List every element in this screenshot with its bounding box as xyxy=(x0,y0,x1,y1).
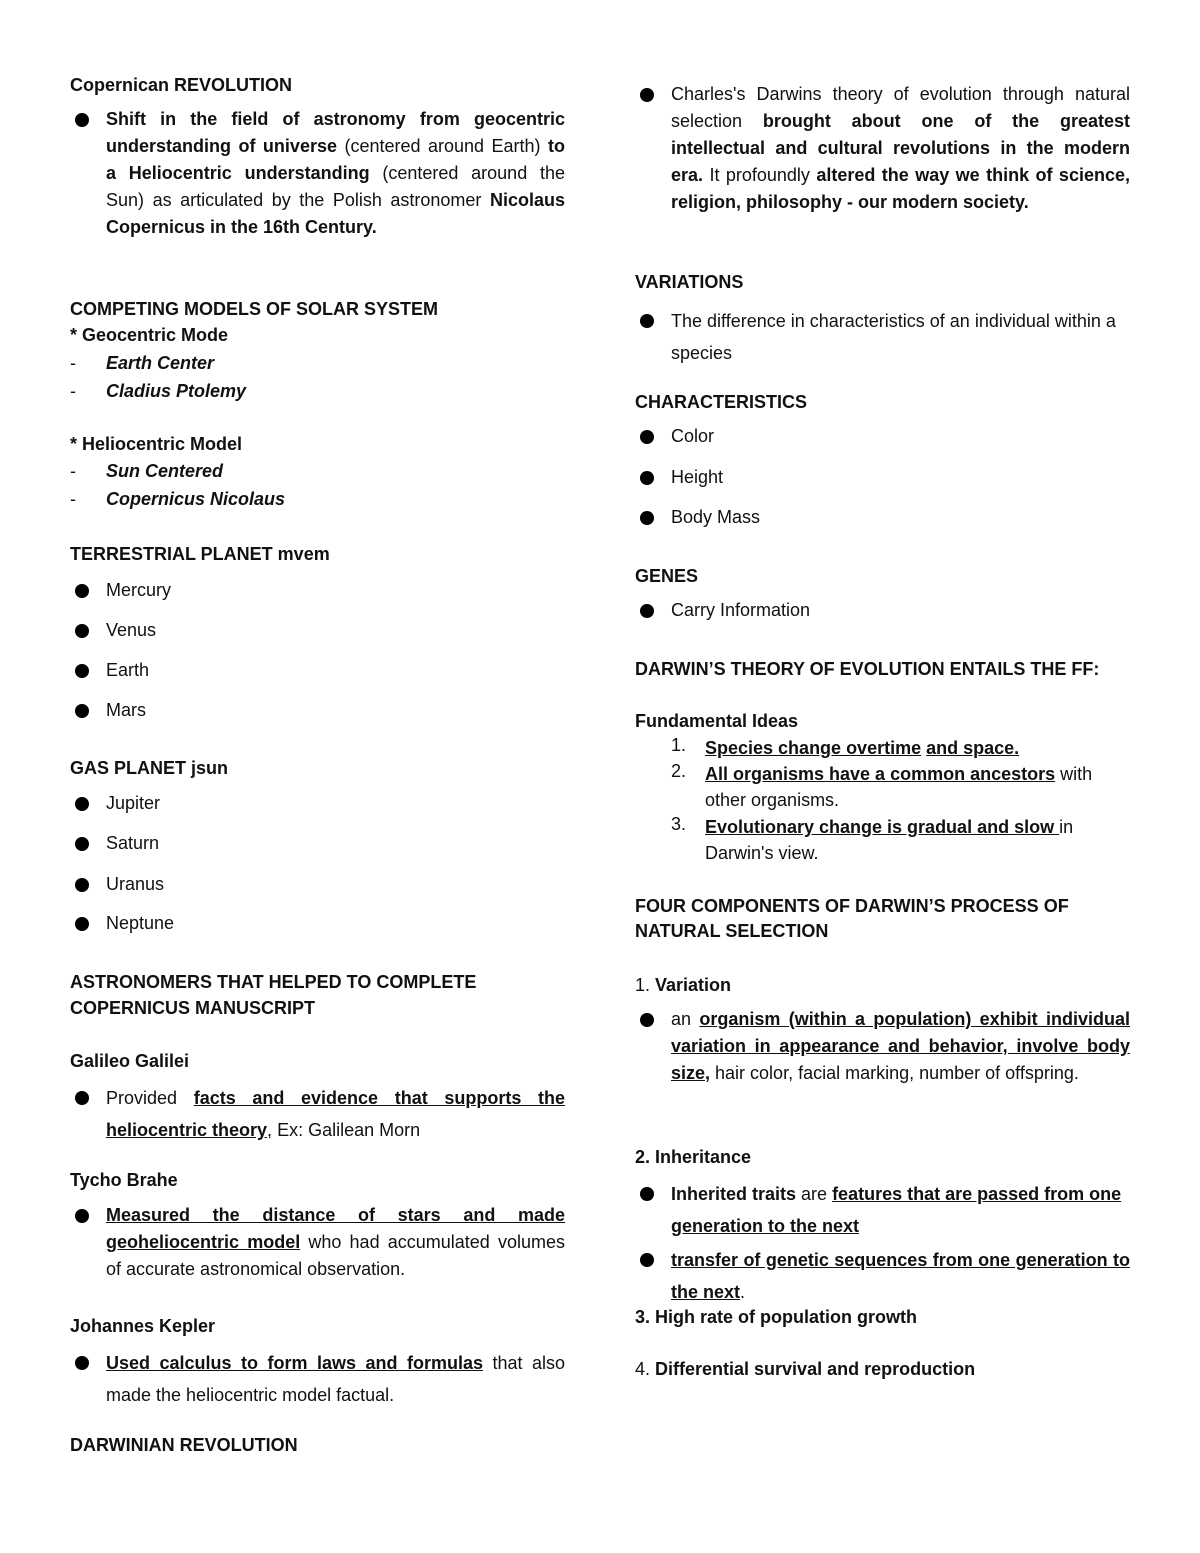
bullet-icon xyxy=(75,1356,89,1370)
genes-heading: GENES xyxy=(635,566,699,586)
list-item: Color xyxy=(671,423,1130,450)
list-item: Body Mass xyxy=(671,504,1130,531)
bullet-icon xyxy=(75,624,89,638)
darwin-bullet: Charles's Darwins theory of evolution through natural selection brought about one of the greatest intellectual and cultural revolutions in the modern era. It profoundly altered the way we think of science, religion, philosophy - our modern society. xyxy=(671,81,1130,216)
bullet-icon xyxy=(75,664,89,678)
bullet-icon xyxy=(75,837,89,851)
gas-heading: GAS PLANET jsun xyxy=(70,758,229,778)
copernican-text-bold: Shift in the field of astronomy from geocentric understanding of universe xyxy=(106,109,565,156)
bullet-icon xyxy=(75,917,89,931)
theory-heading: DARWIN’S THEORY OF EVOLUTION ENTAILS THE FF: xyxy=(635,659,1100,679)
bullet-icon xyxy=(640,430,654,444)
variations-bullet: The difference in characteristics of an individual within a species xyxy=(671,305,1130,369)
bullet-icon xyxy=(640,1187,654,1201)
numbered-item: 1. Species change overtime and space. xyxy=(671,735,1020,758)
bullet-icon xyxy=(75,113,89,127)
list-item: Saturn xyxy=(106,830,565,857)
bullet-icon xyxy=(640,88,654,102)
bullet-icon xyxy=(75,1209,89,1223)
inheritance-title: 2. Inheritance xyxy=(635,1147,752,1167)
four-components-heading: FOUR COMPONENTS OF DARWIN’S PROCESS OF xyxy=(635,896,1069,916)
characteristics-heading: CHARACTERISTICS xyxy=(635,392,808,412)
bullet-icon xyxy=(640,471,654,485)
bullet-icon xyxy=(640,1253,654,1267)
tycho-bullet: Measured the distance of stars and made geoheliocentric model who had accumulated volumes of accurate astronomical observation. xyxy=(106,1202,565,1283)
darwinian-heading: DARWINIAN REVOLUTION xyxy=(70,1435,298,1455)
astronomers-heading: ASTRONOMERS THAT HELPED TO COMPLETE xyxy=(70,972,477,992)
bullet-icon xyxy=(75,704,89,718)
astronomers-heading-2: COPERNICUS MANUSCRIPT xyxy=(70,998,316,1018)
copernican-text: (centered around the Sun) as articulated by the Polish astronomer xyxy=(106,163,565,210)
heliocentric-title: * Heliocentric Model xyxy=(70,434,243,454)
list-item: Jupiter xyxy=(106,790,565,817)
tycho-name: Tycho Brahe xyxy=(70,1170,178,1190)
list-item: Mars xyxy=(106,697,565,724)
copernican-bullet xyxy=(106,106,565,241)
list-item: Earth xyxy=(106,657,565,684)
models-heading: COMPETING MODELS OF SOLAR SYSTEM xyxy=(70,299,439,319)
numbered-item: 3. Evolutionary change is gradual and slow in Darwin's view. xyxy=(671,814,1074,863)
copernican-heading: Copernican REVOLUTION xyxy=(70,75,293,95)
bullet-icon xyxy=(640,1013,654,1027)
growth-title: 3. High rate of population growth xyxy=(635,1307,917,1327)
list-item: Neptune xyxy=(106,910,565,937)
galileo-name: Galileo Galilei xyxy=(70,1051,190,1071)
kepler-name: Johannes Kepler xyxy=(70,1316,216,1336)
list-item: Venus xyxy=(106,617,565,644)
list-item: Carry Information xyxy=(671,597,1130,624)
variation-title: 1. Variation xyxy=(635,975,732,995)
copernican-text-bold: Nicolaus Copernicus in the 16th Century. xyxy=(106,190,565,237)
inheritance-bullet: Inherited traits are features that are passed from one generation to the next xyxy=(671,1178,1130,1242)
galileo-bullet: Provided facts and evidence that supports the heliocentric theory, Ex: Galilean Morn xyxy=(106,1082,565,1146)
copernican-text-bold: to a Heliocentric understanding xyxy=(106,136,565,183)
copernican-text: (centered around Earth) xyxy=(336,136,548,156)
bullet-icon xyxy=(75,584,89,598)
bullet-icon xyxy=(75,797,89,811)
variation-bullet: an organism (within a population) exhibit individual variation in appearance and behavior, involve body size, hair color, facial marking, number of offspring. xyxy=(671,1006,1130,1087)
differential-title: 4. Differential survival and reproduction xyxy=(635,1359,976,1379)
terrestrial-heading: TERRESTRIAL PLANET mvem xyxy=(70,544,330,564)
bullet-icon xyxy=(75,878,89,892)
bullet-icon xyxy=(640,604,654,618)
four-components-heading-2: NATURAL SELECTION xyxy=(635,921,829,941)
bullet-icon xyxy=(640,511,654,525)
geocentric-title: * Geocentric Mode xyxy=(70,325,229,345)
variations-heading: VARIATIONS xyxy=(635,272,744,292)
list-item: Height xyxy=(671,464,1130,491)
numbered-item: 2. All organisms have a common ancestors with other organisms. xyxy=(671,761,1093,810)
bullet-icon xyxy=(640,314,654,328)
kepler-bullet: Used calculus to form laws and formulas that also made the heliocentric model factual. xyxy=(106,1347,565,1411)
list-item: Uranus xyxy=(106,871,565,898)
bullet-icon xyxy=(75,1091,89,1105)
list-item: Mercury xyxy=(106,577,565,604)
inheritance-bullet: transfer of genetic sequences from one generation to the next. xyxy=(671,1244,1130,1308)
fundamental-ideas: Fundamental Ideas xyxy=(635,711,799,731)
